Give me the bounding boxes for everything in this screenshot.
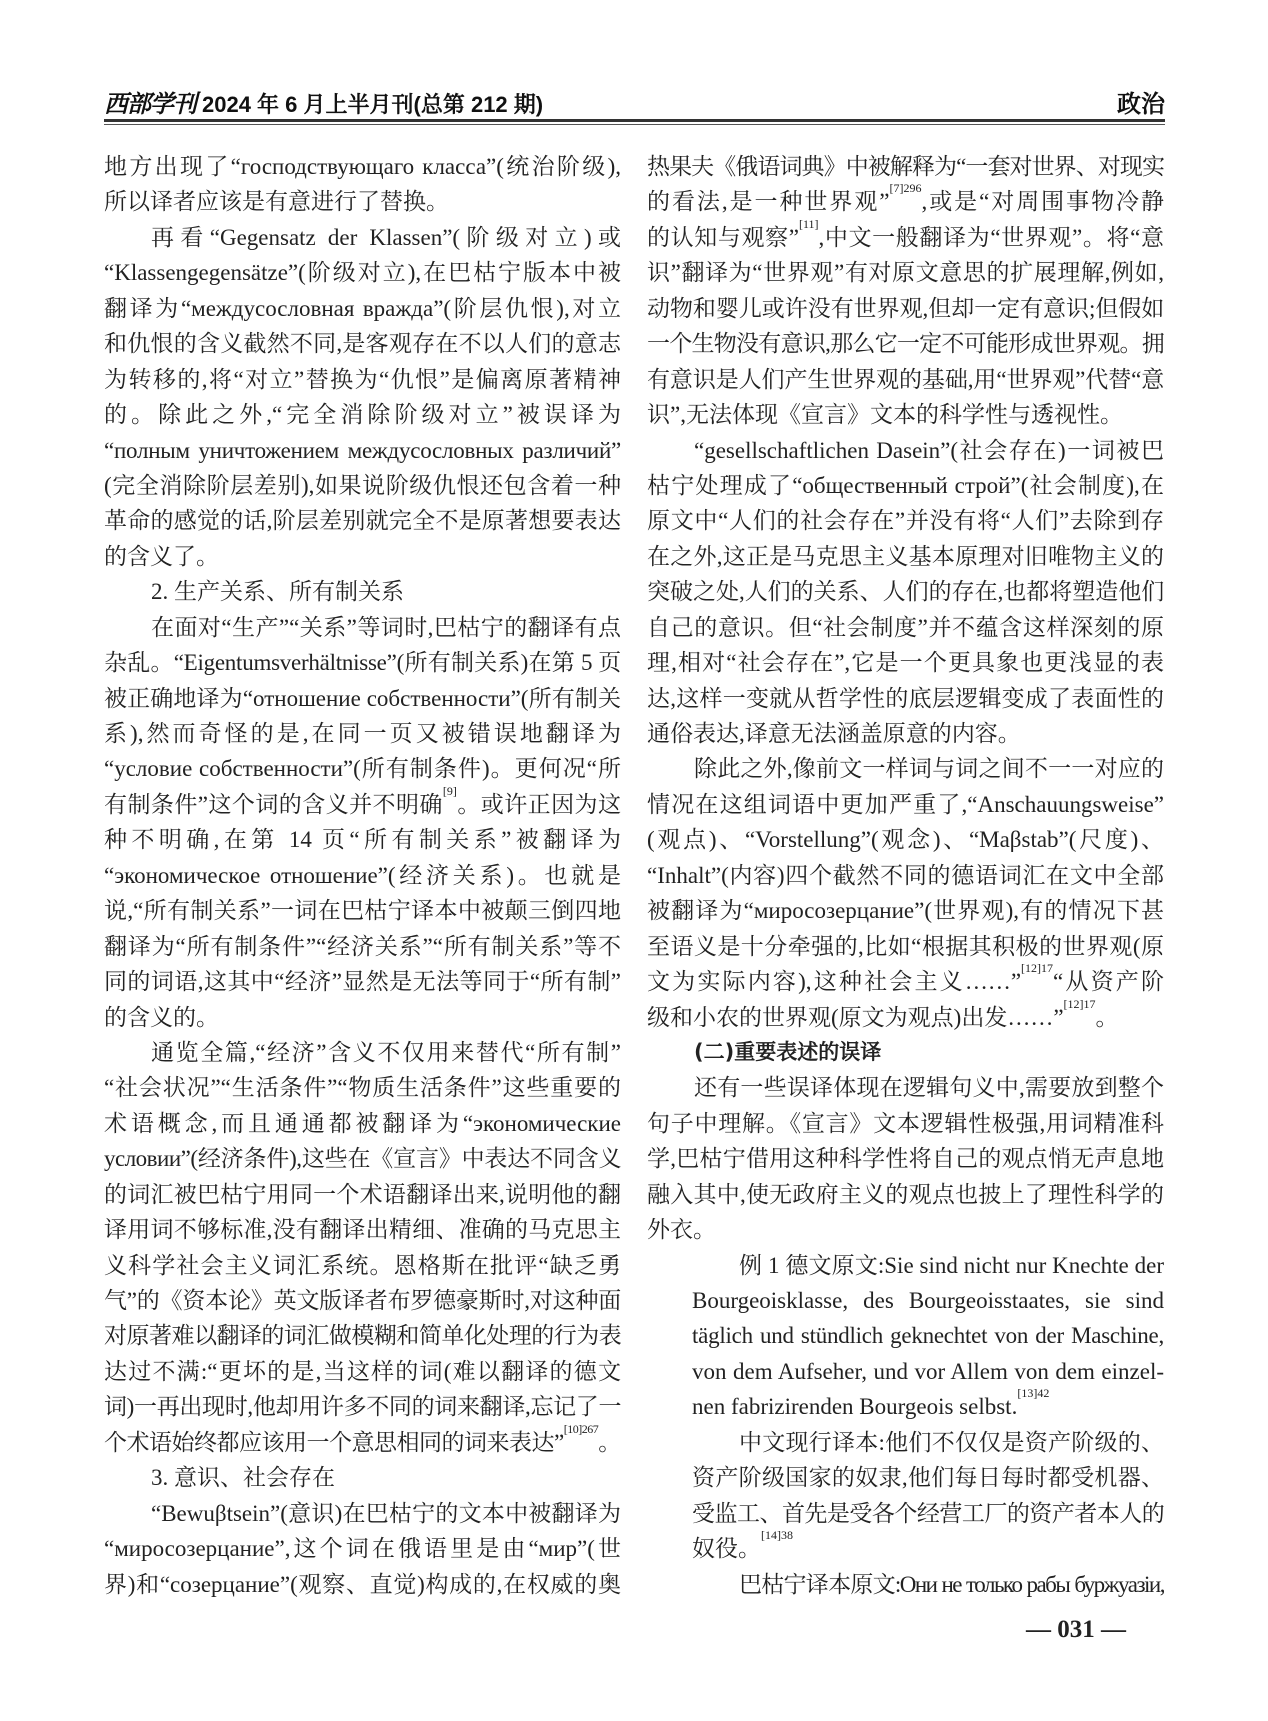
text-segment: 。	[1095, 1004, 1119, 1030]
running-header	[104, 84, 1165, 118]
text-line: 枯宁处理成了“общественный строй”(社会制度),在	[647, 472, 1164, 498]
text-line: “условие собственности”(所有制条件)。更何况“所	[104, 756, 621, 782]
text-segment: “从资产阶	[1053, 969, 1164, 995]
text-line: 和仇恨的含义截然不同,是客观存在不以人们的意志	[104, 331, 621, 357]
text-line: 在面对“生产”“关系”等词时,巴枯宁的翻译有点	[151, 614, 621, 640]
text-line: 被翻译为“миросозерцание”(世界观),有的情况下甚	[647, 898, 1164, 924]
text-segment: 奴役。	[692, 1536, 761, 1562]
text-line	[104, 787, 621, 822]
text-line: 翻译为“междусословная вражда”(阶层仇恨),对立	[104, 295, 621, 321]
journal-logo: 西部学刊	[104, 89, 196, 118]
text-segment: 文为实际内容),这种社会主义……”	[647, 969, 1022, 995]
text-line: 理,相对“社会存在”,它是一个更具象也更浅显的表	[647, 650, 1164, 676]
text-line: 杂乱。“Eigentumsverhältnisse”(所有制关系)在第 5 页	[104, 650, 621, 676]
text-line	[647, 964, 1164, 999]
text-line: 巴枯宁译本原文:Они не только рабы буржуазіи,	[739, 1571, 1164, 1597]
text-line: 义科学社会主义词汇系统。恩格斯在批评“缺乏勇	[104, 1252, 621, 1278]
text-line: 译用词不够标准,没有翻译出精细、准确的马克思主	[104, 1217, 621, 1243]
citation-reference: [7]296	[889, 184, 922, 196]
text-line	[647, 220, 1164, 255]
text-line: 种不明确,在第 14 页“所有制关系”被翻译为	[104, 827, 621, 853]
text-line: 情况在这组词语中更加严重了,“Anschauungsweise”	[647, 791, 1164, 817]
text-line: 的含义的。	[104, 1004, 219, 1030]
text-line: (观点)、“Vorstellung”(观念)、“Maβstab”(尺度)、	[647, 827, 1164, 853]
text-line: 地方出现了“господствующаго класса”(统治阶级),	[104, 154, 621, 179]
text-line: 的。除此之外,“完全消除阶级对立”被误译为	[104, 402, 621, 428]
text-line: 通俗表达,译意无法涵盖原意的内容。	[647, 721, 1021, 746]
text-line: 革命的感觉的话,阶层差别就完全不是原著想要表达	[104, 508, 621, 534]
text-line: “полным уничтожением междусословных различий”	[104, 437, 621, 463]
text-line: 所以译者应该是有意进行了替换。	[104, 189, 449, 215]
issue-info: 2024 年 6 月上半月刊(总第 212 期)	[202, 92, 544, 117]
text-line: “экономическое отношение”(经济关系)。也就是	[104, 862, 621, 888]
left-column	[104, 149, 621, 1602]
text-line: 达,这样一变就从哲学性的底层逻辑变成了表面性的	[647, 685, 1164, 711]
citation-reference: [11]	[798, 219, 819, 231]
text-line: 中文现行译本:他们不仅仅是资产阶级的、	[739, 1429, 1164, 1455]
text-line: 为转移的,将“对立”替换为“仇恨”是偏离原著精神	[104, 366, 621, 392]
section-heading: 3. 意识、社会存在	[151, 1465, 335, 1491]
text-line: 句子中理解。《宣言》文本逻辑性极强,用词精准科	[647, 1110, 1164, 1136]
text-line: 外衣。	[647, 1217, 716, 1243]
text-line	[647, 184, 1164, 219]
text-line: 突破之处,人们的关系、人们的存在,也都将塑造他们	[647, 579, 1164, 605]
text-line: 例 1 德文原文:Sie sind nicht nur Knechte der	[739, 1252, 1164, 1278]
text-line: 一个生物没有意识,那么它一定不可能形成世界观。拥	[647, 331, 1164, 357]
text-line: 达过不满:“更坏的是,当这样的词(难以翻译的德文	[104, 1358, 621, 1384]
text-line: 被正确地译为“отношение собственности”(所有制关	[104, 685, 621, 711]
text-line: 词)一再出现时,他却用许多不同的词来翻译,忘记了一	[104, 1394, 621, 1420]
text-line: 学,巴枯宁借用这种科学性将自己的观点悄无声息地	[647, 1146, 1164, 1172]
text-line: 融入其中,使无政府主义的观点也披上了理性科学的	[647, 1181, 1164, 1207]
text-line: 识”,无法体现《宣言》文本的科学性与透视性。	[647, 402, 1123, 428]
text-line: 在之外,这正是马克思主义基本原理对旧唯物主义的	[647, 543, 1164, 569]
text-line: “gesellschaftlichen Dasein”(社会存在)一词被巴	[694, 437, 1164, 463]
text-line: täglich und stündlich geknechtet von der Maschine,	[692, 1323, 1164, 1349]
citation-reference: [12]17	[1063, 999, 1096, 1011]
text-line: 的词汇被巴枯宁用同一个术语翻译出来,说明他的翻	[104, 1181, 621, 1207]
text-line: 再看“Gegensatz der Klassen”(阶级对立)或	[151, 224, 621, 250]
text-segment: nen fabrizirenden Bourgeois selbst.	[692, 1394, 1018, 1420]
header-rule-thick	[104, 119, 1165, 122]
text-line: 同的词语,这其中“经济”显然是无法等同于“所有制”	[104, 969, 621, 995]
text-line: 还有一些误译体现在逻辑句义中,需要放到整个	[694, 1075, 1164, 1101]
text-line: 热果夫《俄语词典》中被解释为“一套对世界、对现实	[647, 154, 1164, 179]
text-line	[104, 1425, 621, 1460]
text-line	[647, 1389, 1164, 1424]
right-column	[647, 149, 1164, 1602]
text-line: 资产阶级国家的奴隶,他们每日每时都受机器、	[692, 1465, 1164, 1491]
text-segment: 的看法,是一种世界观”	[647, 189, 890, 215]
citation-reference: [14]38	[761, 1531, 793, 1543]
text-line: 动物和婴儿或许没有世界观,但却一定有意识;但假如	[647, 295, 1164, 321]
text-line: von dem Aufseher, und vor Allem von dem einzel-	[692, 1358, 1164, 1384]
header-rule-thin	[104, 124, 1165, 125]
text-line	[647, 1531, 1164, 1566]
text-line: “Bewuβtsein”(意识)在巴枯宁的文本中被翻译为	[151, 1500, 621, 1526]
text-segment: 个术语始终都应该用一个意思相同的词来表达”	[104, 1429, 564, 1455]
text-line: 对原著难以翻译的词汇做模糊和简单化处理的行为表	[104, 1323, 621, 1349]
text-line: 至语义是十分牵强的,比如“根据其积极的世界观(原	[647, 933, 1164, 959]
text-segment: 级和小农的世界观(原文为观点)出发……”	[647, 1004, 1064, 1030]
text-line: 说,“所有制关系”一词在巴枯宁译本中被颠三倒四地	[104, 898, 621, 924]
text-line: 通览全篇,“经济”含义不仅用来替代“所有制”	[151, 1039, 621, 1065]
text-line: 界)和“созерцание”(观察、直觉)构成的,在权威的奥	[104, 1571, 621, 1597]
text-line: 除此之外,像前文一样词与词之间不一一对应的	[694, 756, 1164, 782]
text-segment: 。或许正因为这	[456, 791, 621, 817]
section-heading: (二)重要表述的误译	[694, 1039, 882, 1064]
section-label: 政治	[1117, 91, 1165, 118]
text-line: (完全消除阶层差别),如果说阶级仇恨还包含着一种	[104, 472, 621, 498]
text-line: 自己的意识。但“社会制度”并不蕴含这样深刻的原	[647, 614, 1164, 640]
text-line	[647, 1000, 1164, 1035]
text-line: “миросозерцание”,这个词在俄语里是由“мир”(世	[104, 1536, 621, 1562]
text-line: 原文中“人们的社会存在”并没有将“人们”去除到存	[647, 508, 1164, 534]
section-heading: 2. 生产关系、所有制关系	[151, 579, 404, 605]
text-line: 气”的《资本论》英文版译者布罗德豪斯时,对这种面	[104, 1288, 621, 1313]
text-line: условии”(经济条件),这些在《宣言》中表达不同含义	[104, 1146, 621, 1172]
text-segment: 。	[598, 1429, 621, 1455]
text-segment: ,中文一般翻译为“世界观”。将“意	[818, 224, 1164, 250]
text-line: Bourgeoisklasse, des Bourgeoisstaates, sie sind	[692, 1288, 1164, 1313]
text-line: “Inhalt”(内容)四个截然不同的德语词汇在文中全部	[647, 862, 1164, 888]
text-line: “Klassengegensätze”(阶级对立),在巴枯宁版本中被	[104, 260, 621, 286]
page-number: — 031 —	[1026, 1616, 1126, 1643]
text-line: 有意识是人们产生世界观的基础,用“世界观”代替“意	[647, 366, 1164, 392]
citation-reference: [10]267	[563, 1424, 599, 1436]
text-line: 翻译为“所有制条件”“经济关系”“所有制关系”等不	[104, 933, 621, 959]
text-line: 的含义了。	[104, 543, 219, 569]
text-line: 术语概念,而且通通都被翻译为“экономические	[104, 1110, 621, 1136]
text-line: 受监工、首先是受各个经营工厂的资产者本人的	[692, 1500, 1164, 1526]
text-segment: 的认知与观察”	[647, 224, 799, 250]
text-line: “社会状况”“生活条件”“物质生活条件”这些重要的	[104, 1075, 621, 1101]
text-segment: ,或是“对周围事物冷静	[921, 189, 1164, 215]
text-segment: 有制条件”这个词的含义并不明确	[104, 791, 443, 817]
text-line: 系),然而奇怪的是,在同一页又被错误地翻译为	[104, 721, 621, 746]
text-line: 识”翻译为“世界观”有对原文意思的扩展理解,例如,	[647, 260, 1164, 286]
citation-reference: [9]	[442, 786, 457, 798]
citation-reference: [13]42	[1017, 1389, 1050, 1401]
citation-reference: [12]17	[1021, 964, 1054, 976]
